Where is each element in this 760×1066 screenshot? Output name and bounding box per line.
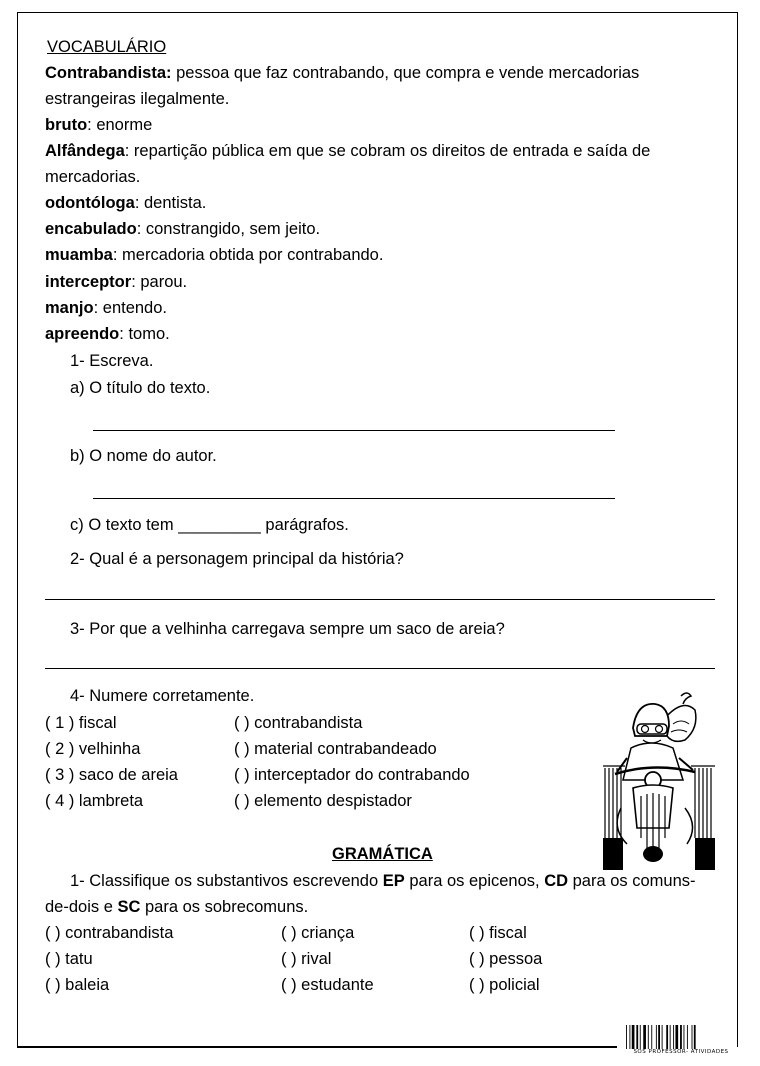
q4-left-item: ( 3 ) saco de areia [45, 766, 178, 784]
q4-left-item: ( 4 ) lambreta [45, 792, 144, 810]
vocab-entry: Contrabandista: pessoa que faz contrabando, que compra e vende mercadorias [45, 64, 640, 82]
vocab-entry: mercadorias. [45, 168, 141, 186]
vocab-entry: apreendo: tomo. [45, 325, 170, 343]
noun-item[interactable]: ( ) contrabandista [45, 924, 174, 942]
noun-item[interactable]: ( ) pessoa [469, 950, 543, 968]
gramatica-q1-line1: 1- Classifique os substantivos escrevendo EP para os epicenos, CD para os comuns- [70, 872, 696, 890]
vocabulario-title: VOCABULÁRIO [47, 38, 167, 56]
answer-line-author[interactable] [93, 498, 615, 499]
q3-label: 3- Por que a velhinha carregava sempre um saco de areia? [70, 620, 505, 638]
q1-b: b) O nome do autor. [70, 447, 217, 465]
barcode-caption: SOS PROFESSOR- ATIVIDADES [633, 1049, 729, 1055]
gramatica-title: GRAMÁTICA [332, 845, 433, 863]
paragraph-count-blank[interactable]: _________ [178, 516, 261, 534]
vocab-entry: muamba: mercadoria obtida por contrabando. [45, 246, 384, 264]
noun-item[interactable]: ( ) fiscal [469, 924, 527, 942]
frame-bottom-line [17, 1046, 617, 1048]
noun-item[interactable]: ( ) rival [281, 950, 332, 968]
vocab-entry: estrangeiras ilegalmente. [45, 90, 230, 108]
barcode-icon [625, 1025, 737, 1049]
vocab-entry: encabulado: constrangido, sem jeito. [45, 220, 321, 238]
q4-left-item: ( 2 ) velhinha [45, 740, 141, 758]
q4-right-item[interactable]: ( ) contrabandista [234, 714, 363, 732]
q4-left-item: ( 1 ) fiscal [45, 714, 117, 732]
vocab-entry: odontóloga: dentista. [45, 194, 207, 212]
vocab-entry: interceptor: parou. [45, 273, 188, 291]
vocab-entry: bruto: enorme [45, 116, 153, 134]
q4-right-item[interactable]: ( ) elemento despistador [234, 792, 412, 810]
q4-right-item[interactable]: ( ) material contrabandeado [234, 740, 437, 758]
scooter-lady-illustration [603, 688, 715, 870]
q1-a: a) O título do texto. [70, 379, 211, 397]
q1-label: 1- Escreva. [70, 352, 154, 370]
vocab-entry: manjo: entendo. [45, 299, 167, 317]
q1-c: c) O texto tem _________ parágrafos. [70, 516, 349, 534]
noun-item[interactable]: ( ) estudante [281, 976, 374, 994]
gramatica-q1-line2: de-dois e SC para os sobrecomuns. [45, 898, 309, 916]
answer-line-title[interactable] [93, 430, 615, 431]
noun-item[interactable]: ( ) policial [469, 976, 540, 994]
noun-item[interactable]: ( ) criança [281, 924, 355, 942]
q2-label: 2- Qual é a personagem principal da história? [70, 550, 404, 568]
answer-line-q2[interactable] [45, 599, 715, 600]
q4-label: 4- Numere corretamente. [70, 687, 255, 705]
noun-item[interactable]: ( ) tatu [45, 950, 93, 968]
q4-right-item[interactable]: ( ) interceptador do contrabando [234, 766, 470, 784]
vocab-entry: Alfândega: repartição pública em que se cobram os direitos de entrada e saída de [45, 142, 651, 160]
answer-line-q3[interactable] [45, 668, 715, 669]
noun-item[interactable]: ( ) baleia [45, 976, 110, 994]
